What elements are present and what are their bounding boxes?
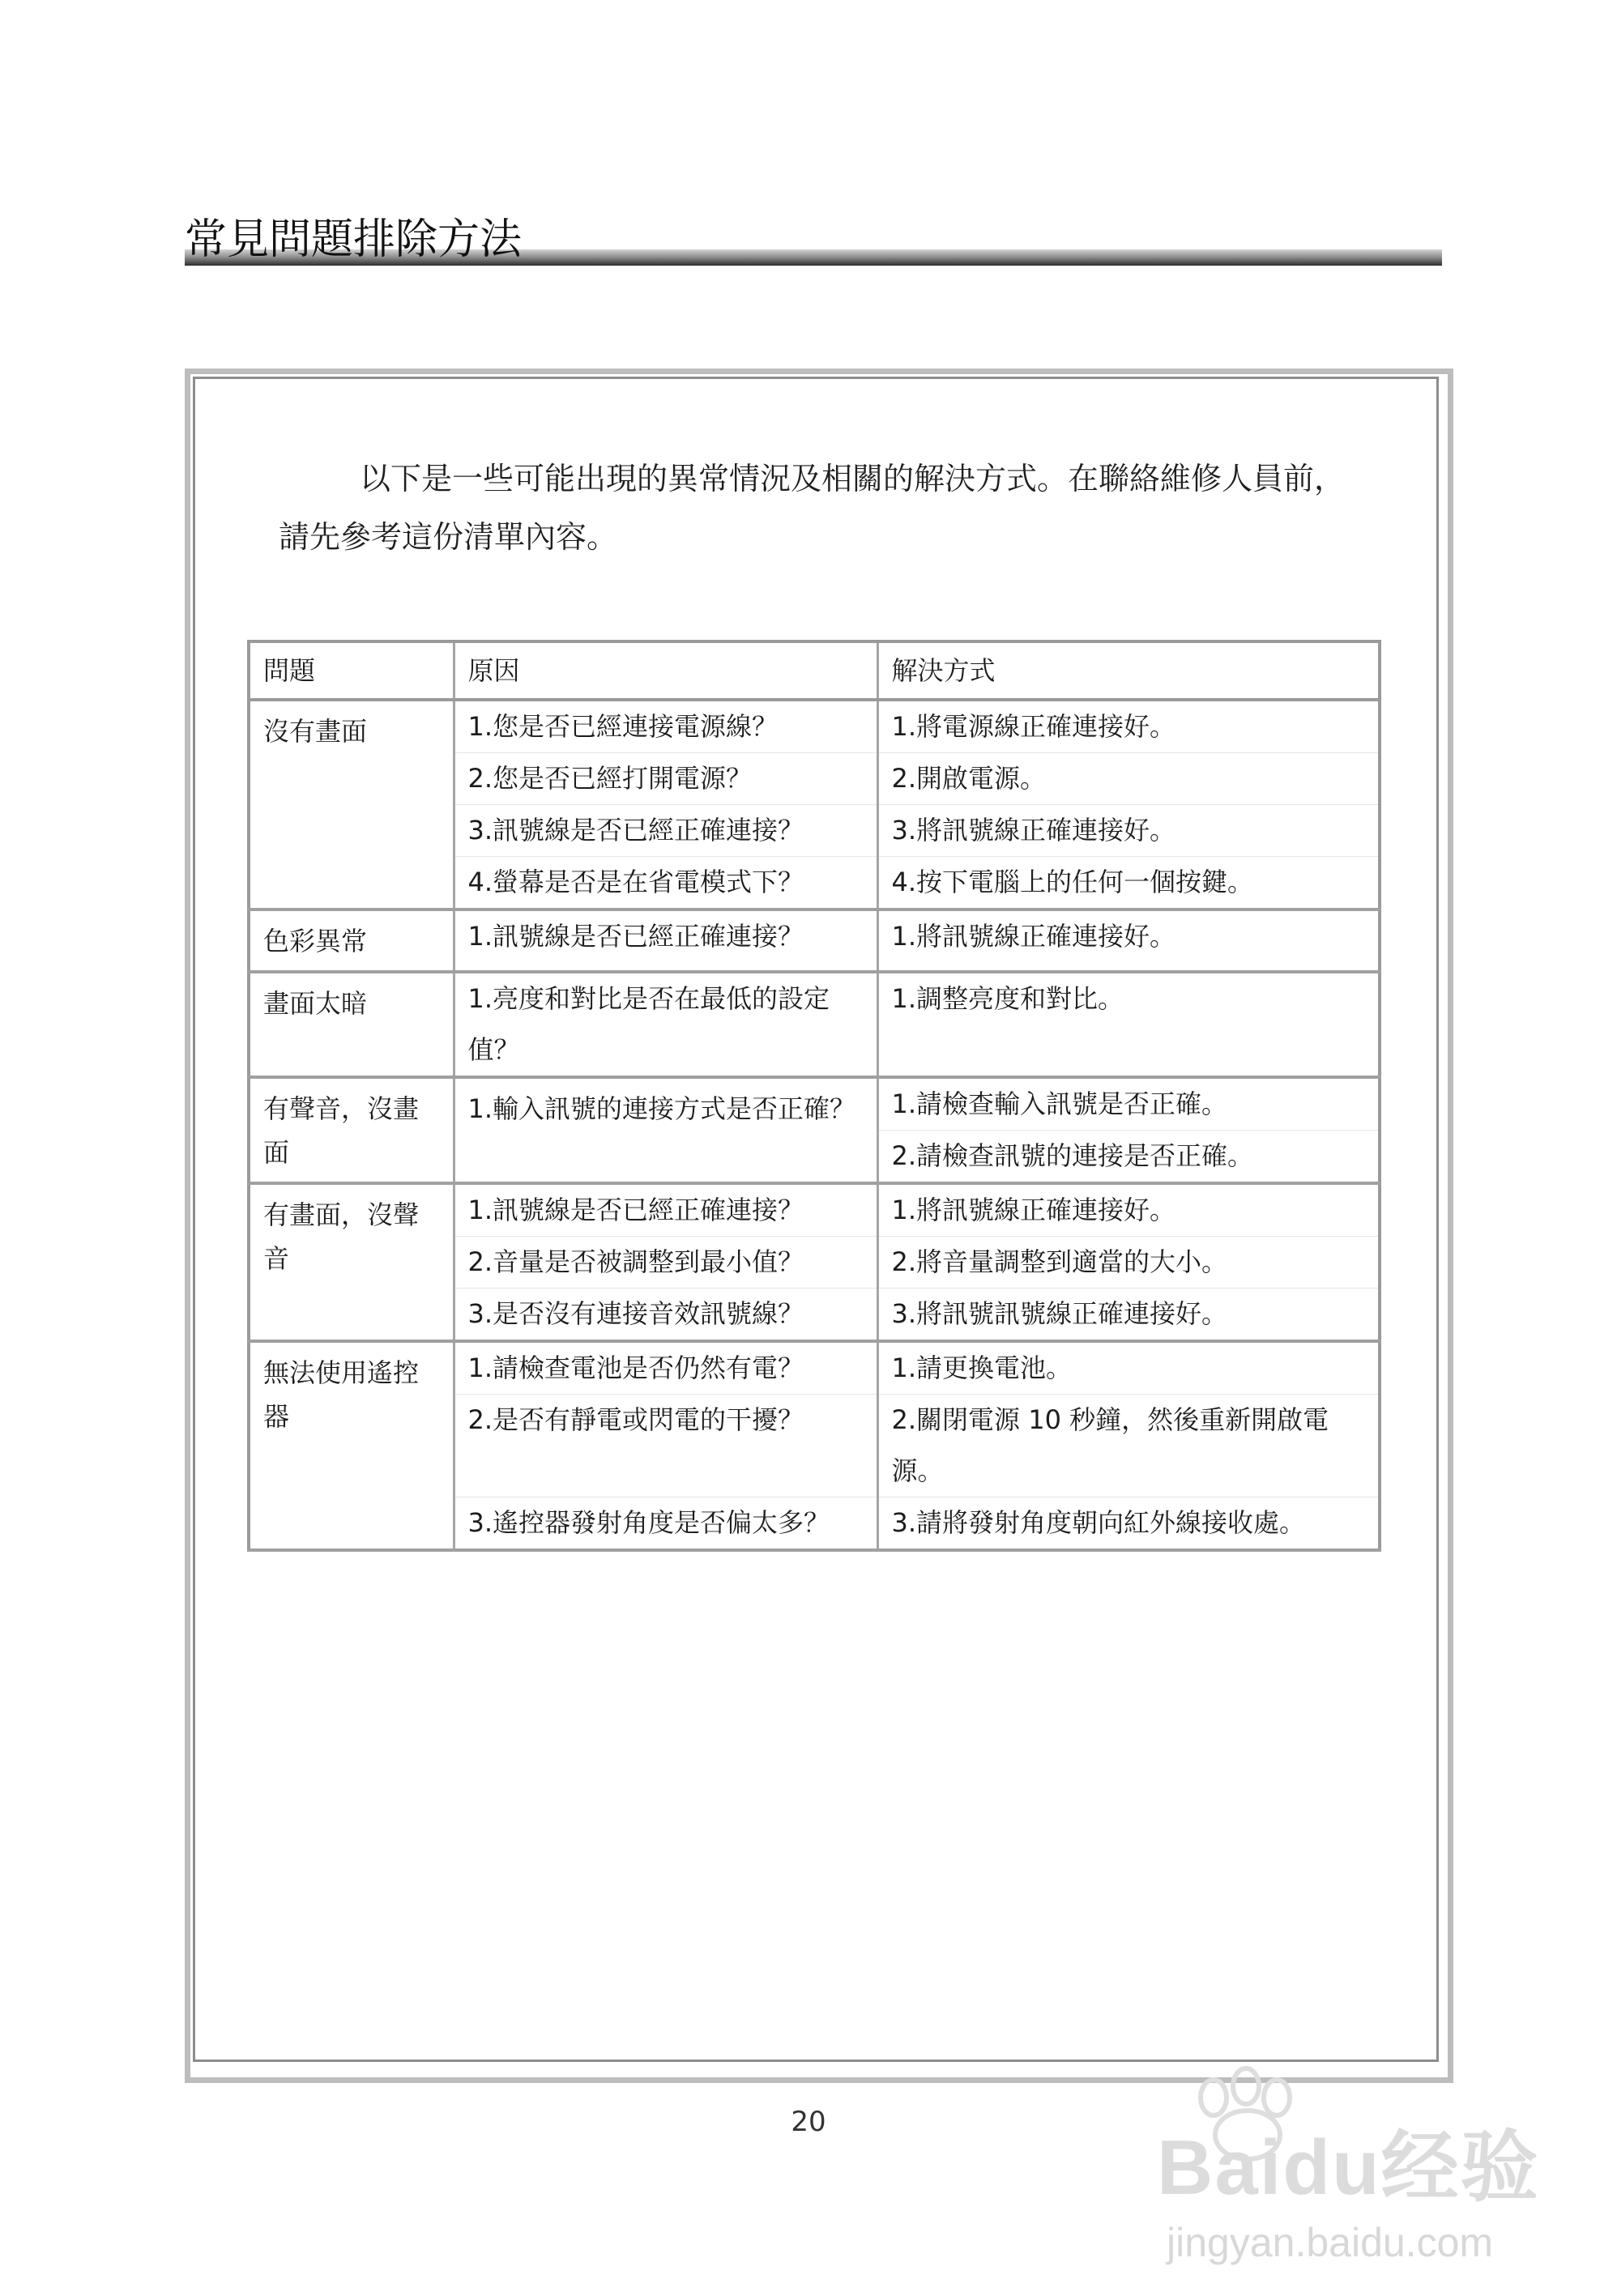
solution-cell: 2.開啟電源。	[877, 753, 1380, 805]
solution-cell: 3.將訊號訊號線正確連接好。	[877, 1289, 1380, 1342]
cause-cell: 2.音量是否被調整到最小值？	[454, 1237, 877, 1289]
table-row	[249, 972, 1380, 1077]
cause-cell: 1.輸入訊號的連接方式是否正確？	[454, 1077, 877, 1183]
page-title: 常見問題排除方法	[185, 215, 523, 264]
solution-cell: 1.將訊號線正確連接好。	[877, 1183, 1380, 1237]
intro-line-2: 請先參考這份清單內容。	[279, 519, 618, 555]
problem-cell: 有畫面，沒聲音	[249, 1183, 454, 1341]
cause-cell: 1.亮度和對比是否在最低的設定值？	[454, 972, 877, 1077]
page-number: 20	[791, 2106, 826, 2138]
table-header-row	[249, 641, 1380, 700]
table-row	[249, 1341, 1380, 1395]
cause-cell: 2.是否有靜電或閃電的干擾？	[454, 1395, 877, 1497]
table-row	[249, 1183, 1380, 1237]
solution-cell: 3.請將發射角度朝向紅外線接收處。	[877, 1497, 1380, 1551]
intro-paragraph	[279, 449, 1380, 566]
solution-cell: 1.請更換電池。	[877, 1341, 1380, 1395]
cause-cell: 3.是否沒有連接音效訊號線？	[454, 1289, 877, 1342]
problem-cell: 無法使用遙控器	[249, 1341, 454, 1550]
cause-cell: 3.遙控器發射角度是否偏太多？	[454, 1497, 877, 1551]
table-row	[249, 700, 1380, 753]
solution-cell: 2.請檢查訊號的連接是否正確。	[877, 1131, 1380, 1184]
solution-cell: 1.調整亮度和對比。	[877, 972, 1380, 1077]
header-problem: 問題	[249, 641, 454, 700]
watermark-brand: Baidu经验	[1157, 2124, 1540, 2211]
cause-cell: 1.訊號線是否已經正確連接？	[454, 909, 877, 972]
table-row	[249, 1077, 1380, 1131]
header-cause: 原因	[454, 641, 877, 700]
problem-cell: 畫面太暗	[249, 972, 454, 1077]
cause-cell: 1.請檢查電池是否仍然有電？	[454, 1341, 877, 1395]
solution-cell: 1.將訊號線正確連接好。	[877, 909, 1380, 972]
header-solution: 解決方式	[877, 641, 1380, 700]
cause-cell: 1.訊號線是否已經正確連接？	[454, 1183, 877, 1237]
solution-cell: 2.關閉電源 10 秒鐘，然後重新開啟電源。	[877, 1395, 1380, 1497]
troubleshooting-table	[247, 640, 1381, 1552]
cause-cell: 1.您是否已經連接電源線？	[454, 700, 877, 753]
table-row	[249, 909, 1380, 972]
problem-cell: 有聲音，沒畫面	[249, 1077, 454, 1183]
problem-cell: 色彩異常	[249, 909, 454, 972]
cause-cell: 2.您是否已經打開電源？	[454, 753, 877, 805]
cause-cell: 3.訊號線是否已經正確連接？	[454, 805, 877, 857]
solution-cell: 1.請檢查輸入訊號是否正確。	[877, 1077, 1380, 1131]
watermark-url: jingyan.baidu.com	[1167, 2220, 1494, 2265]
solution-cell: 1.將電源線正確連接好。	[877, 700, 1380, 753]
solution-cell: 3.將訊號線正確連接好。	[877, 805, 1380, 857]
solution-cell: 2.將音量調整到適當的大小。	[877, 1237, 1380, 1289]
intro-line-1: 以下是一些可能出現的異常情況及相關的解決方式。在聯絡維修人員前，	[360, 461, 1346, 496]
solution-cell: 4.按下電腦上的任何一個按鍵。	[877, 857, 1380, 910]
cause-cell: 4.螢幕是否是在省電模式下？	[454, 857, 877, 910]
problem-cell: 沒有畫面	[249, 700, 454, 909]
